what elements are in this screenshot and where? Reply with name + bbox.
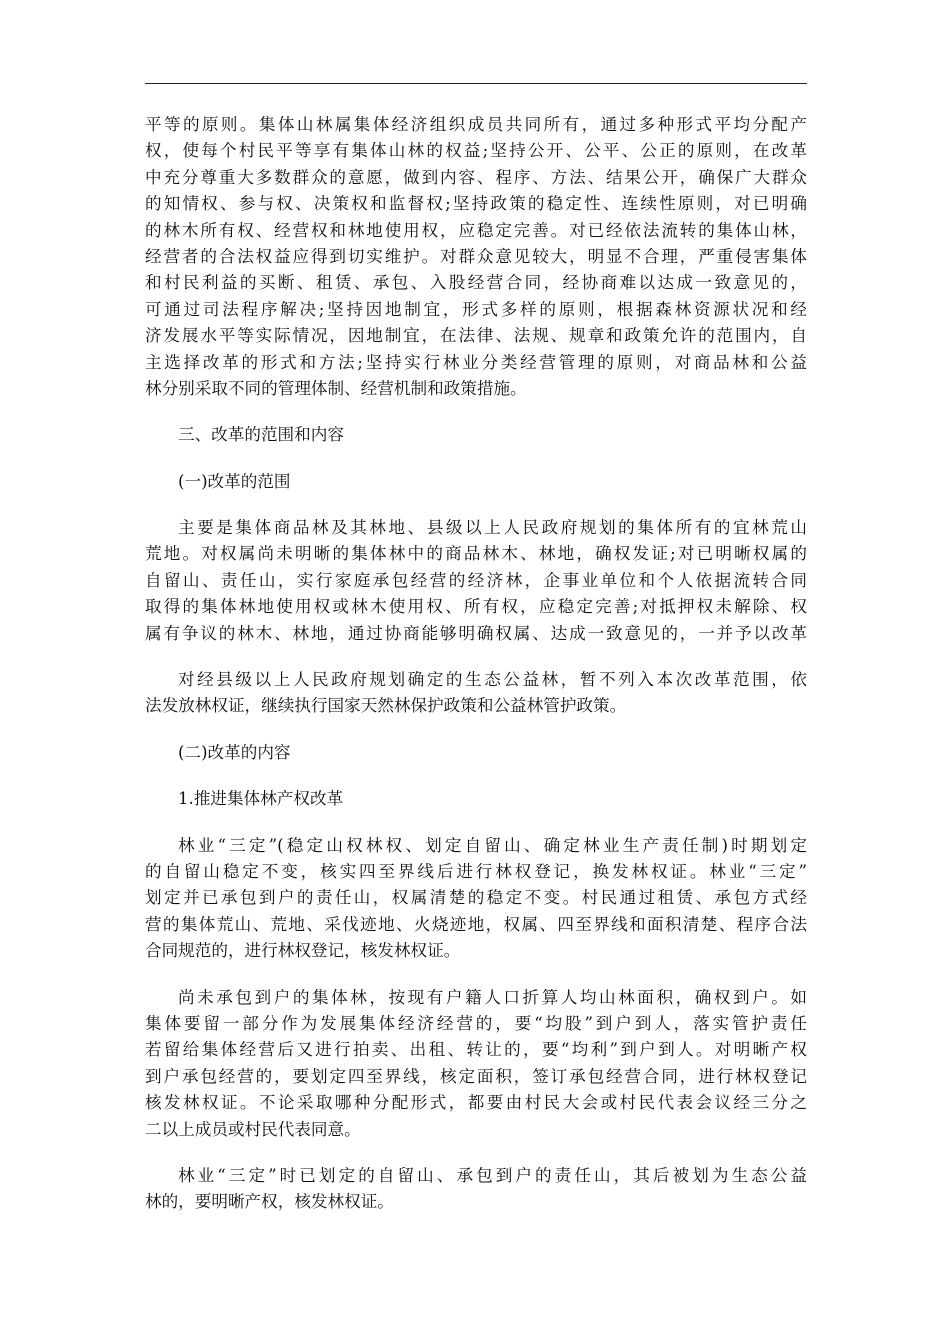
text-line: 和村民利益的买断、租赁、承包、入股经营合同，经协商难以达成一致意见的， [145, 273, 807, 293]
paragraph-scope [145, 515, 807, 647]
text-line: 主选择改革的形式和方法;坚持实行林业分类经营管理的原则，对商品林和公益 [145, 352, 807, 372]
subsection-heading-content: (二)改革的内容 [178, 742, 291, 762]
subsection-heading-scope: (一)改革的范围 [178, 471, 291, 491]
text-line: 尚未承包到户的集体林，按现有户籍人口折算人均山林面积，确权到户。如 [178, 987, 807, 1007]
text-line: 主要是集体商品林及其林地、县级以上人民政府规划的集体所有的宜林荒山 [178, 518, 807, 538]
text-line: 法发放林权证，继续执行国家天然林保护政策和公益林管护政策。 [145, 696, 627, 716]
text-line: 的林木所有权、经营权和林地使用权，应稳定完善。对已经依法流转的集体山林， [145, 220, 807, 240]
paragraph-ecological-reclassified [145, 1163, 807, 1216]
paragraph-three-determinations [145, 833, 807, 965]
text-line: 属有争议的林木、林地，通过协商能够明确权属、达成一致意见的，一并予以改革 [145, 623, 807, 643]
text-line: 平等的原则。集体山林属集体经济组织成员共同所有，通过多种形式平均分配产 [145, 115, 807, 134]
header-rule [145, 83, 807, 84]
text-line: 经营者的合法权益应得到切实维护。对群众意见较大，明显不合理，严重侵害集体 [145, 246, 807, 266]
paragraph-unallocated-forest [145, 985, 807, 1143]
text-line: 划定并已承包到户的责任山，权属清楚的稳定不变。村民通过租赁、承包方式经 [145, 888, 807, 908]
document-body [145, 112, 807, 1216]
text-line: 自留山、责任山，实行家庭承包经营的经济林，企事业单位和个人依据流转合同 [145, 570, 807, 590]
text-line: 的自留山稳定不变，核实四至界线后进行林权登记，换发林权证。林业“三定” [145, 861, 807, 881]
text-line: 林分别采取不同的管理体制、经营机制和政策措施。 [145, 378, 527, 398]
text-line: 可通过司法程序解决;坚持因地制宜，形式多样的原则，根据森林资源状况和经 [145, 299, 807, 319]
text-line: 到户承包经营的，要划定四至界线，核定面积，签订承包经营合同，进行林权登记 [145, 1066, 807, 1086]
item-heading-property-reform: 1.推进集体林产权改革 [178, 789, 344, 809]
text-line: 核发林权证。不论采取哪种分配形式，都要由村民大会或村民代表会议经三分之 [145, 1093, 807, 1113]
section-heading-scope-content: 三、改革的范围和内容 [178, 425, 344, 445]
text-line: 中充分尊重大多数群众的意愿，做到内容、程序、方法、结果公开，确保广大群众 [145, 167, 807, 187]
text-line: 林的，要明晰产权，核发林权证。 [145, 1192, 394, 1212]
text-line: 二以上成员或村民代表同意。 [145, 1119, 361, 1139]
paragraph-ecological-forest [145, 667, 807, 720]
text-line: 林业“三定”(稳定山权林权、划定自留山、确定林业生产责任制)时期划定 [178, 835, 807, 855]
text-line: 营的集体荒山、荒地、采伐迹地、火烧迹地，权属、四至界线和面积清楚、程序合法 [145, 914, 807, 934]
text-line: 集体要留一部分作为发展集体经济经营的，要“均股”到户到人，落实管护责任 [145, 1013, 807, 1033]
text-line: 的知情权、参与权、决策权和监督权;坚持政策的稳定性、连续性原则，对已明确 [145, 194, 807, 214]
text-line: 林业“三定”时已划定的自留山、承包到户的责任山，其后被划为生态公益 [178, 1165, 807, 1185]
text-line: 对经县级以上人民政府规划确定的生态公益林，暂不列入本次改革范围，依 [178, 670, 807, 690]
text-line: 济发展水平等实际情况，因地制宜，在法律、法规、规章和政策允许的范围内，自 [145, 326, 807, 346]
paragraph-principles [145, 112, 807, 402]
text-line: 权，使每个村民平等享有集体山林的权益;坚持公开、公平、公正的原则，在改革 [145, 141, 807, 161]
text-line: 荒地。对权属尚未明晰的集体林中的商品林木、林地，确权发证;对已明晰权属的 [145, 544, 807, 564]
text-line: 若留给集体经营后又进行拍卖、出租、转让的，要“均利”到户到人。对明晰产权 [145, 1040, 807, 1060]
text-line: 取得的集体林地使用权或林木使用权、所有权，应稳定完善;对抵押权未解除、权 [145, 597, 807, 617]
text-line: 合同规范的，进行林权登记，核发林权证。 [145, 941, 461, 961]
